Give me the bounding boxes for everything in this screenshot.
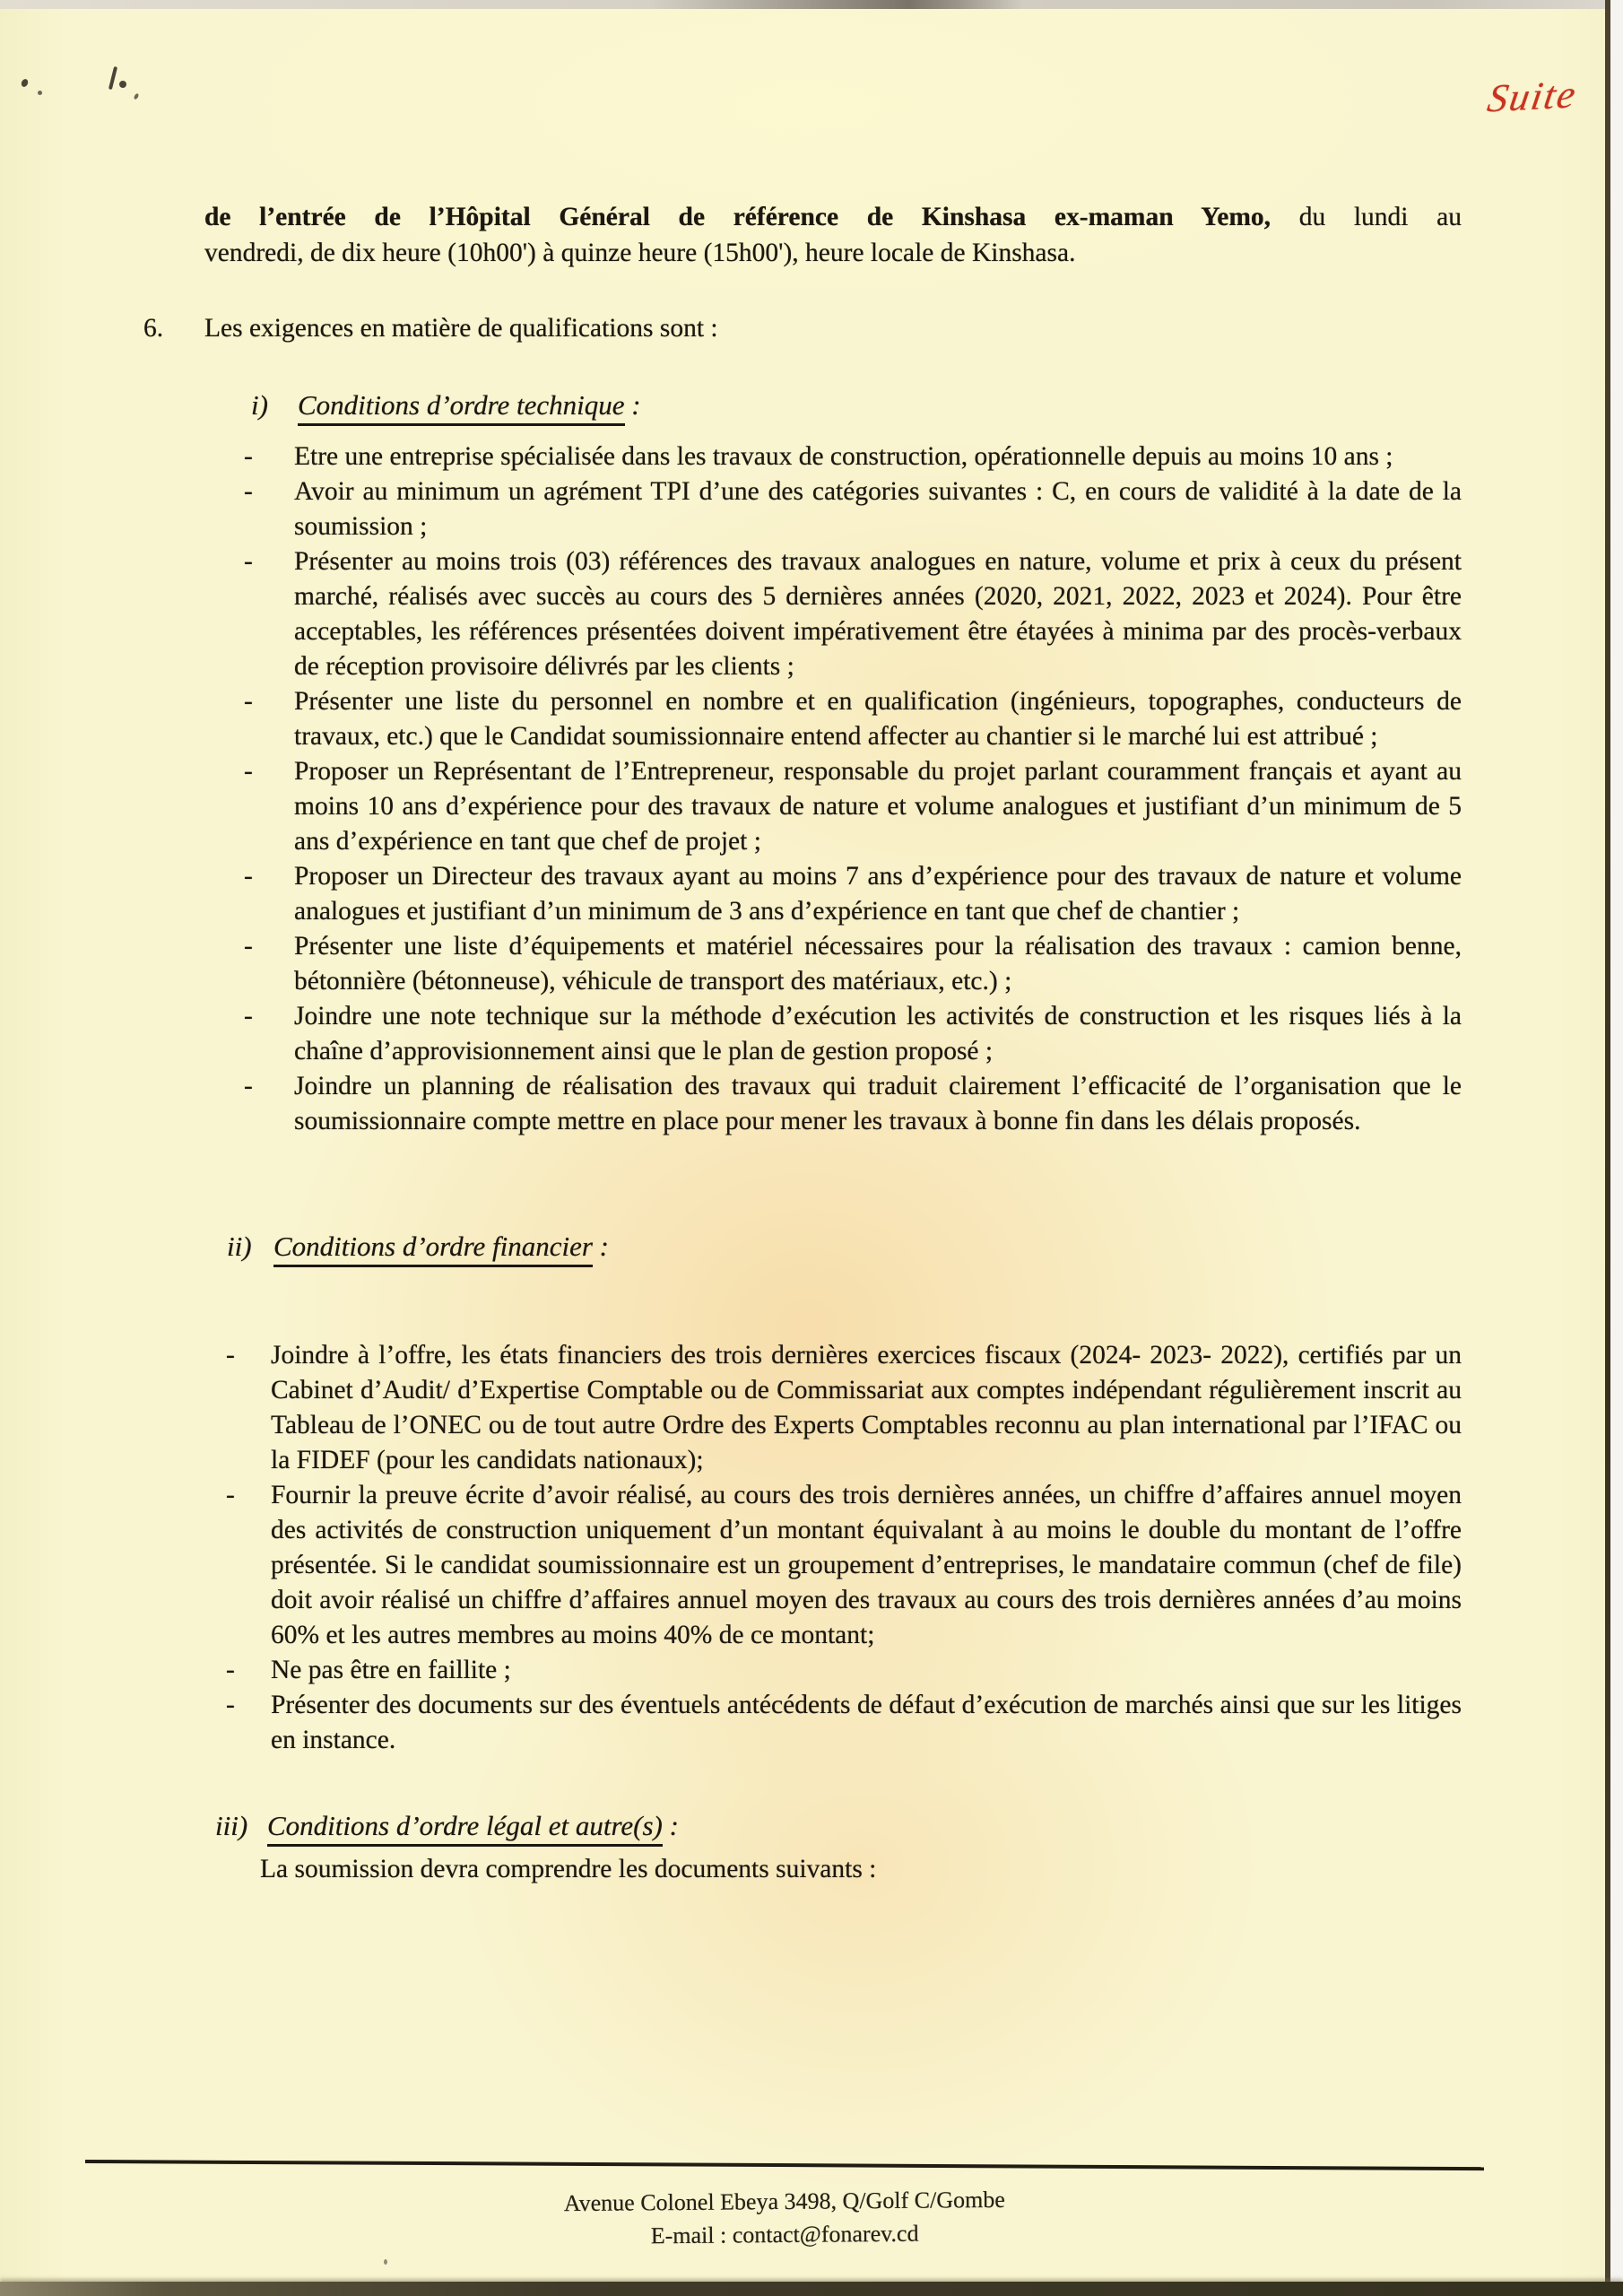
section-colon: : bbox=[662, 1810, 679, 1841]
page-bottom-edge-shadow bbox=[0, 2282, 1623, 2296]
ink-speck bbox=[134, 92, 140, 100]
item-number: 6. bbox=[143, 314, 164, 343]
list-item: - Joindre à l’offre, les états financiers des trois dernières exercices fiscaux (2024- 2023- 2022), certifiés par un Cabinet d’Audit/ d’Expertise Comptable ou de Commissariat aux comptes indépendant régulièrement inscrit au Tableau de l’ONEC ou de tout autre Ordre des Experts Comptables reconnu au plan international par l’IFAC ou la FIDEF (pour les candidats nationaux); bbox=[271, 1338, 1462, 1478]
section-title: Conditions d’ordre technique bbox=[298, 389, 625, 426]
list-item: - Fournir la preuve écrite d’avoir réalisé, au cours des trois dernières années, un chiffre d’affaires annuel moyen des activités de construction uniquement d’un montant équivalant à au moins le double du montant de l’offre présentée. Si le candidat soumissionnaire est un groupement d’entreprises, le mandataire commun (chef de file) doit avoir réalisé un chiffre d’affaires annuel moyen des travaux au cours des trois dernières années d’au moins 60% et les autres membres au moins 40% de ce montant; bbox=[271, 1478, 1462, 1653]
section-marker: iii) bbox=[215, 1810, 248, 1841]
ink-speck bbox=[384, 2259, 387, 2265]
footer-divider bbox=[85, 2160, 1484, 2170]
scanner-top-edge bbox=[0, 0, 1623, 9]
intro-line-2: vendredi, de dix heure (10h00') à quinze heure (15h00'), heure locale de Kinshasa. bbox=[204, 239, 1076, 267]
intro-paragraph bbox=[204, 199, 1462, 271]
section-marker: ii) bbox=[227, 1231, 252, 1262]
item-text: Les exigences en matière de qualifications sont : bbox=[204, 314, 718, 343]
ink-speck bbox=[119, 81, 126, 88]
financier-bullet-list bbox=[204, 1338, 1462, 1758]
legal-subtext: La soumission devra comprendre les documents suivants : bbox=[260, 1855, 877, 1883]
numbered-item-6 bbox=[143, 310, 1462, 346]
intro-bold-text: de l’entrée de l’Hôpital Général de référence de Kinshasa ex-maman Yemo, bbox=[204, 203, 1271, 231]
list-item: - Joindre une note technique sur la méthode d’exécution les activités de construction et les risques liés à la chaîne d’approvisionnement ainsi que le plan de gestion proposé ; bbox=[294, 999, 1462, 1069]
list-item: - Présenter une liste du personnel en nombre et en qualification (ingénieurs, topographes, conducteurs de travaux, etc.) que le Candidat soumissionnaire entend affecter au chantier si le marché lui est attribué ; bbox=[294, 684, 1462, 754]
section-title: Conditions d’ordre légal et autre(s) bbox=[267, 1810, 663, 1847]
section-heading-financier bbox=[227, 1229, 1462, 1265]
suite-stamp: Suite bbox=[1484, 72, 1581, 121]
section-marker: i) bbox=[251, 389, 268, 421]
intro-regular-text: du lundi au bbox=[1298, 203, 1462, 231]
document-body bbox=[143, 199, 1462, 1887]
section-colon: : bbox=[624, 389, 641, 421]
list-item: - Ne pas être en faillite ; bbox=[271, 1653, 1462, 1688]
intro-line-1 bbox=[204, 199, 1462, 235]
ink-speck bbox=[38, 91, 42, 95]
list-item: - Joindre un planning de réalisation des travaux qui traduit clairement l’efficacité de l’organisation que le soumissionnaire compte mettre en place pour mener les travaux à bonne fin dans les délais proposés. bbox=[294, 1069, 1462, 1139]
ink-speck bbox=[108, 66, 117, 90]
technique-bullet-list bbox=[204, 439, 1462, 1139]
ink-speck bbox=[20, 78, 29, 88]
page-footer bbox=[0, 2178, 1569, 2257]
list-item: - Présenter une liste d’équipements et matériel nécessaires pour la réalisation des travaux : camion benne, bétonnière (bétonneuse), véhicule de transport des matériaux, etc.) ; bbox=[294, 929, 1462, 999]
footer-address: Avenue Colonel Ebeya 3498, Q/Golf C/Gombe bbox=[563, 2186, 1005, 2217]
footer-email: E-mail : contact@fonarev.cd bbox=[650, 2220, 919, 2249]
list-item: - Proposer un Représentant de l’Entrepreneur, responsable du projet parlant couramment français et ayant au moins 10 ans d’expérience pour des travaux de nature et volume analogues et justifiant d’un minimum de 5 ans d’expérience en tant que chef de projet ; bbox=[294, 754, 1462, 859]
list-item: - Avoir au minimum un agrément TPI d’une des catégories suivantes : C, en cours de validité à la date de la soumission ; bbox=[294, 474, 1462, 544]
section-heading-legal bbox=[215, 1808, 1462, 1844]
list-item: - Présenter au moins trois (03) références des travaux analogues en nature, volume et prix à ceux du présent marché, réalisés avec succès au cours des 5 dernières années (2020, 2021, 2022, 2023 et 2024). Pour être acceptables, les références présentées doivent impérativement être étayées à minima par des procès-verbaux de réception provisoire délivrés par les clients ; bbox=[294, 544, 1462, 684]
list-item: - Etre une entreprise spécialisée dans les travaux de construction, opérationnelle depuis au moins 10 ans ; bbox=[294, 439, 1462, 474]
list-item: - Proposer un Directeur des travaux ayant au moins 7 ans d’expérience pour des travaux de nature et volume analogues et justifiant d’un minimum de 3 ans d’expérience en tant que chef de chantier ; bbox=[294, 859, 1462, 929]
list-item: - Présenter des documents sur des éventuels antécédents de défaut d’exécution de marchés ainsi que sur les litiges en instance. bbox=[271, 1688, 1462, 1758]
section-title: Conditions d’ordre financier bbox=[273, 1231, 593, 1267]
section-colon: : bbox=[592, 1231, 609, 1262]
scanner-background-strip bbox=[1610, 0, 1623, 2296]
section-heading-technique bbox=[251, 387, 1462, 423]
